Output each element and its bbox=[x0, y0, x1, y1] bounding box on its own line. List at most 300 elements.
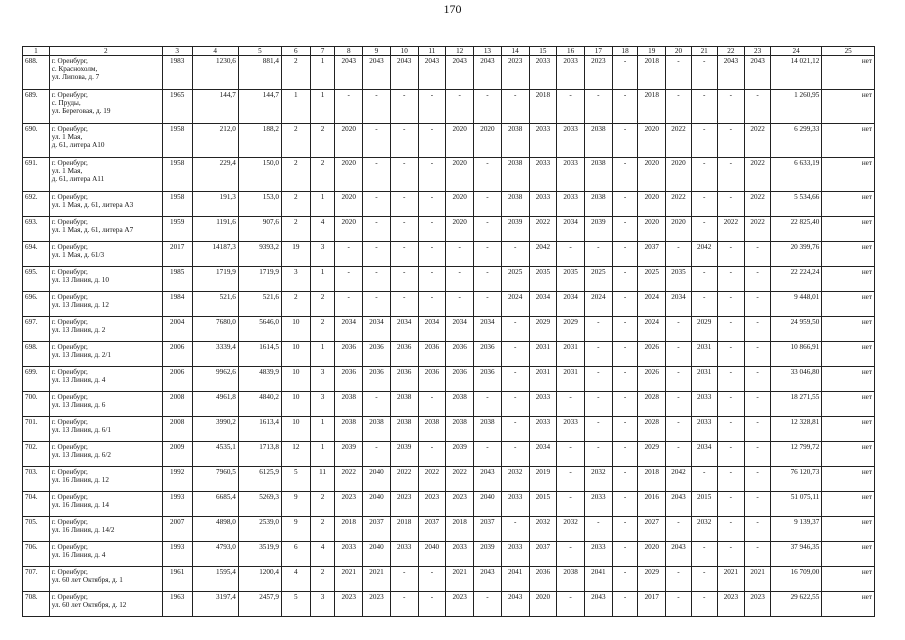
cell-col-6: 19 bbox=[281, 242, 310, 267]
column-header: 13 bbox=[474, 47, 502, 56]
cell-col-4: 7680,0 bbox=[192, 317, 238, 342]
address-line: ул. 13 Линия, д. 12 bbox=[51, 301, 109, 309]
cell-col-18: - bbox=[612, 317, 638, 342]
address-cell bbox=[49, 192, 162, 217]
cell-col-18: - bbox=[612, 158, 638, 192]
cell-col-14: 2024 bbox=[501, 292, 529, 317]
cell-col-3: 1983 bbox=[162, 56, 192, 90]
cell-col-20: 2034 bbox=[666, 292, 692, 317]
cell-col-11: 2043 bbox=[418, 56, 446, 90]
cell-col-24: 29 622,55 bbox=[770, 592, 821, 617]
address-cell bbox=[49, 267, 162, 292]
cell-col-9: - bbox=[363, 392, 391, 417]
cell-col-5: 5646,0 bbox=[238, 317, 281, 342]
cell-col-24: 18 271,55 bbox=[770, 392, 821, 417]
cell-col-19: 2020 bbox=[638, 124, 666, 158]
table-row bbox=[23, 158, 875, 192]
cell-col-22: 2022 bbox=[717, 217, 745, 242]
address-line: ул. 60 лет Октября, д. 12 bbox=[51, 601, 127, 609]
cell-col-25: нет bbox=[822, 124, 875, 158]
cell-col-18: - bbox=[612, 467, 638, 492]
cell-col-8: - bbox=[335, 242, 363, 267]
cell-col-16: 2031 bbox=[557, 342, 585, 367]
cell-col-21: 2033 bbox=[691, 392, 717, 417]
cell-col-22: - bbox=[717, 124, 745, 158]
cell-col-16: - bbox=[557, 542, 585, 567]
cell-col-24: 22 825,40 bbox=[770, 217, 821, 242]
cell-col-15: 2034 bbox=[529, 292, 557, 317]
cell-col-25: нет bbox=[822, 192, 875, 217]
cell-col-25: нет bbox=[822, 158, 875, 192]
cell-col-5: 9393,2 bbox=[238, 242, 281, 267]
cell-col-4: 4535,1 bbox=[192, 442, 238, 467]
cell-col-19: 2020 bbox=[638, 192, 666, 217]
cell-col-20: - bbox=[666, 517, 692, 542]
cell-col-18: - bbox=[612, 542, 638, 567]
cell-col-14: - bbox=[501, 367, 529, 392]
cell-col-6: 12 bbox=[281, 442, 310, 467]
cell-col-3: 2006 bbox=[162, 367, 192, 392]
cell-col-25: нет bbox=[822, 567, 875, 592]
cell-col-20: - bbox=[666, 417, 692, 442]
column-header: 2 bbox=[49, 47, 162, 56]
cell-col-24: 33 046,80 bbox=[770, 367, 821, 392]
table-row bbox=[23, 492, 875, 517]
cell-col-12: - bbox=[446, 242, 474, 267]
table-row bbox=[23, 342, 875, 367]
table-row bbox=[23, 392, 875, 417]
cell-col-9: 2021 bbox=[363, 567, 391, 592]
cell-col-8: 2034 bbox=[335, 317, 363, 342]
cell-col-20: - bbox=[666, 567, 692, 592]
cell-col-10: - bbox=[390, 592, 418, 617]
cell-col-14: - bbox=[501, 317, 529, 342]
cell-col-21: - bbox=[691, 192, 717, 217]
cell-col-12: 2043 bbox=[446, 56, 474, 90]
cell-col-14: 2038 bbox=[501, 158, 529, 192]
cell-col-17: - bbox=[584, 90, 612, 124]
column-header: 9 bbox=[363, 47, 391, 56]
table-row bbox=[23, 192, 875, 217]
cell-col-17: - bbox=[584, 367, 612, 392]
cell-col-13: - bbox=[474, 158, 502, 192]
cell-col-5: 3519,9 bbox=[238, 542, 281, 567]
cell-col-4: 3990,2 bbox=[192, 417, 238, 442]
row-number: 704. bbox=[23, 492, 50, 517]
cell-col-4: 1230,6 bbox=[192, 56, 238, 90]
cell-col-15: 2033 bbox=[529, 192, 557, 217]
cell-col-24: 37 946,35 bbox=[770, 542, 821, 567]
cell-col-19: 2020 bbox=[638, 158, 666, 192]
cell-col-11: 2022 bbox=[418, 467, 446, 492]
cell-col-14: - bbox=[501, 342, 529, 367]
cell-col-14: - bbox=[501, 392, 529, 417]
cell-col-15: 2015 bbox=[529, 492, 557, 517]
cell-col-23: - bbox=[745, 342, 771, 367]
column-number-row bbox=[23, 47, 875, 56]
cell-col-11: - bbox=[418, 267, 446, 292]
cell-col-19: 2029 bbox=[638, 567, 666, 592]
cell-col-5: 1719,9 bbox=[238, 267, 281, 292]
cell-col-8: 2023 bbox=[335, 592, 363, 617]
cell-col-25: нет bbox=[822, 342, 875, 367]
cell-col-19: 2024 bbox=[638, 317, 666, 342]
cell-col-3: 1959 bbox=[162, 217, 192, 242]
cell-col-21: - bbox=[691, 267, 717, 292]
cell-col-15: 2032 bbox=[529, 517, 557, 542]
cell-col-16: 2034 bbox=[557, 292, 585, 317]
cell-col-23: - bbox=[745, 367, 771, 392]
cell-col-25: нет bbox=[822, 217, 875, 242]
cell-col-10: - bbox=[390, 292, 418, 317]
cell-col-7: 2 bbox=[310, 124, 335, 158]
cell-col-8: 2022 bbox=[335, 467, 363, 492]
cell-col-15: 2042 bbox=[529, 242, 557, 267]
cell-col-16: - bbox=[557, 467, 585, 492]
address-line: с. Пруды, bbox=[51, 99, 81, 107]
cell-col-5: 150,0 bbox=[238, 158, 281, 192]
address-cell bbox=[49, 492, 162, 517]
cell-col-14: 2038 bbox=[501, 124, 529, 158]
cell-col-21: - bbox=[691, 90, 717, 124]
cell-col-4: 4898,0 bbox=[192, 517, 238, 542]
cell-col-18: - bbox=[612, 342, 638, 367]
cell-col-25: нет bbox=[822, 542, 875, 567]
cell-col-10: - bbox=[390, 90, 418, 124]
column-header: 25 bbox=[822, 47, 875, 56]
cell-col-19: 2029 bbox=[638, 442, 666, 467]
cell-col-18: - bbox=[612, 242, 638, 267]
cell-col-6: 9 bbox=[281, 517, 310, 542]
address-cell bbox=[49, 592, 162, 617]
address-line: г. Оренбург, bbox=[51, 593, 88, 601]
column-header: 15 bbox=[529, 47, 557, 56]
cell-col-12: 2020 bbox=[446, 192, 474, 217]
cell-col-14: 2033 bbox=[501, 542, 529, 567]
cell-col-4: 14187,3 bbox=[192, 242, 238, 267]
cell-col-10: 2039 bbox=[390, 442, 418, 467]
cell-col-8: 2038 bbox=[335, 417, 363, 442]
cell-col-25: нет bbox=[822, 417, 875, 442]
cell-col-18: - bbox=[612, 192, 638, 217]
table-row bbox=[23, 367, 875, 392]
address-line: с. Краснохолм, bbox=[51, 65, 98, 73]
cell-col-5: 4839,9 bbox=[238, 367, 281, 392]
cell-col-9: 2037 bbox=[363, 517, 391, 542]
cell-col-14: 2033 bbox=[501, 492, 529, 517]
cell-col-12: 2020 bbox=[446, 217, 474, 242]
cell-col-21: - bbox=[691, 56, 717, 90]
cell-col-5: 1613,4 bbox=[238, 417, 281, 442]
column-header: 21 bbox=[691, 47, 717, 56]
cell-col-13: 2020 bbox=[474, 124, 502, 158]
cell-col-6: 2 bbox=[281, 158, 310, 192]
cell-col-5: 5269,3 bbox=[238, 492, 281, 517]
cell-col-21: 2031 bbox=[691, 342, 717, 367]
cell-col-17: - bbox=[584, 342, 612, 367]
cell-col-13: - bbox=[474, 392, 502, 417]
address-line: ул. 1 Мая, bbox=[51, 167, 83, 175]
cell-col-19: 2028 bbox=[638, 392, 666, 417]
row-number: 698. bbox=[23, 342, 50, 367]
cell-col-8: 2039 bbox=[335, 442, 363, 467]
cell-col-11: 2038 bbox=[418, 417, 446, 442]
cell-col-20: 2043 bbox=[666, 492, 692, 517]
address-line: ул. Липова, д. 7 bbox=[51, 73, 100, 81]
cell-col-9: 2043 bbox=[363, 56, 391, 90]
cell-col-15: 2033 bbox=[529, 124, 557, 158]
cell-col-18: - bbox=[612, 517, 638, 542]
cell-col-6: 1 bbox=[281, 90, 310, 124]
cell-col-15: 2018 bbox=[529, 90, 557, 124]
address-line: г. Оренбург, bbox=[51, 218, 88, 226]
cell-col-24: 9 139,37 bbox=[770, 517, 821, 542]
cell-col-10: - bbox=[390, 567, 418, 592]
column-header: 3 bbox=[162, 47, 192, 56]
cell-col-9: 2038 bbox=[363, 417, 391, 442]
column-header: 24 bbox=[770, 47, 821, 56]
cell-col-11: - bbox=[418, 242, 446, 267]
cell-col-13: - bbox=[474, 592, 502, 617]
column-header: 17 bbox=[584, 47, 612, 56]
cell-col-22: - bbox=[717, 317, 745, 342]
cell-col-10: 2043 bbox=[390, 56, 418, 90]
cell-col-12: 2039 bbox=[446, 442, 474, 467]
cell-col-8: 2036 bbox=[335, 367, 363, 392]
table-row bbox=[23, 242, 875, 267]
cell-col-12: 2023 bbox=[446, 492, 474, 517]
cell-col-22: - bbox=[717, 367, 745, 392]
cell-col-22: 2021 bbox=[717, 567, 745, 592]
address-cell bbox=[49, 217, 162, 242]
cell-col-17: 2032 bbox=[584, 467, 612, 492]
address-cell bbox=[49, 292, 162, 317]
cell-col-14: 2032 bbox=[501, 467, 529, 492]
cell-col-10: 2018 bbox=[390, 517, 418, 542]
cell-col-18: - bbox=[612, 56, 638, 90]
cell-col-9: - bbox=[363, 90, 391, 124]
table-row bbox=[23, 417, 875, 442]
cell-col-18: - bbox=[612, 124, 638, 158]
cell-col-25: нет bbox=[822, 56, 875, 90]
cell-col-6: 2 bbox=[281, 217, 310, 242]
cell-col-6: 9 bbox=[281, 492, 310, 517]
cell-col-3: 2004 bbox=[162, 317, 192, 342]
cell-col-7: 3 bbox=[310, 367, 335, 392]
cell-col-15: 2035 bbox=[529, 267, 557, 292]
cell-col-3: 1993 bbox=[162, 492, 192, 517]
cell-col-8: 2021 bbox=[335, 567, 363, 592]
cell-col-3: 1985 bbox=[162, 267, 192, 292]
cell-col-23: - bbox=[745, 442, 771, 467]
column-header: 23 bbox=[745, 47, 771, 56]
cell-col-13: 2043 bbox=[474, 467, 502, 492]
cell-col-6: 10 bbox=[281, 317, 310, 342]
cell-col-25: нет bbox=[822, 292, 875, 317]
cell-col-10: 2033 bbox=[390, 542, 418, 567]
cell-col-5: 881,4 bbox=[238, 56, 281, 90]
cell-col-22: - bbox=[717, 192, 745, 217]
cell-col-4: 1191,6 bbox=[192, 217, 238, 242]
cell-col-9: - bbox=[363, 124, 391, 158]
cell-col-12: 2038 bbox=[446, 417, 474, 442]
cell-col-15: 2033 bbox=[529, 417, 557, 442]
cell-col-22: - bbox=[717, 517, 745, 542]
cell-col-12: - bbox=[446, 267, 474, 292]
cell-col-21: 2031 bbox=[691, 367, 717, 392]
cell-col-15: 2029 bbox=[529, 317, 557, 342]
cell-col-25: нет bbox=[822, 467, 875, 492]
table-row bbox=[23, 124, 875, 158]
cell-col-6: 10 bbox=[281, 417, 310, 442]
cell-col-23: - bbox=[745, 317, 771, 342]
cell-col-16: 2033 bbox=[557, 56, 585, 90]
row-number: 703. bbox=[23, 467, 50, 492]
cell-col-16: - bbox=[557, 392, 585, 417]
cell-col-6: 5 bbox=[281, 467, 310, 492]
cell-col-6: 10 bbox=[281, 367, 310, 392]
cell-col-19: 2037 bbox=[638, 242, 666, 267]
cell-col-12: 2023 bbox=[446, 592, 474, 617]
cell-col-14: - bbox=[501, 417, 529, 442]
cell-col-17: 2025 bbox=[584, 267, 612, 292]
cell-col-4: 3339,4 bbox=[192, 342, 238, 367]
cell-col-21: - bbox=[691, 158, 717, 192]
cell-col-5: 188,2 bbox=[238, 124, 281, 158]
cell-col-10: - bbox=[390, 242, 418, 267]
cell-col-21: 2042 bbox=[691, 242, 717, 267]
cell-col-16: 2029 bbox=[557, 317, 585, 342]
cell-col-3: 1984 bbox=[162, 292, 192, 317]
cell-col-14: 2038 bbox=[501, 192, 529, 217]
cell-col-9: - bbox=[363, 158, 391, 192]
cell-col-20: 2020 bbox=[666, 217, 692, 242]
cell-col-13: 2036 bbox=[474, 367, 502, 392]
cell-col-23: - bbox=[745, 417, 771, 442]
table-row bbox=[23, 56, 875, 90]
cell-col-22: - bbox=[717, 242, 745, 267]
column-header: 4 bbox=[192, 47, 238, 56]
address-cell bbox=[49, 567, 162, 592]
cell-col-20: 2035 bbox=[666, 267, 692, 292]
cell-col-15: 2033 bbox=[529, 392, 557, 417]
cell-col-5: 6125,9 bbox=[238, 467, 281, 492]
cell-col-4: 191,3 bbox=[192, 192, 238, 217]
cell-col-14: 2025 bbox=[501, 267, 529, 292]
cell-col-10: 2034 bbox=[390, 317, 418, 342]
cell-col-7: 2 bbox=[310, 567, 335, 592]
column-header: 5 bbox=[238, 47, 281, 56]
cell-col-4: 9962,6 bbox=[192, 367, 238, 392]
cell-col-23: 2022 bbox=[745, 124, 771, 158]
cell-col-11: - bbox=[418, 90, 446, 124]
cell-col-17: - bbox=[584, 417, 612, 442]
cell-col-9: 2036 bbox=[363, 342, 391, 367]
cell-col-5: 153,0 bbox=[238, 192, 281, 217]
cell-col-13: 2034 bbox=[474, 317, 502, 342]
cell-col-8: 2020 bbox=[335, 192, 363, 217]
cell-col-16: 2031 bbox=[557, 367, 585, 392]
cell-col-17: 2023 bbox=[584, 56, 612, 90]
cell-col-11: 2034 bbox=[418, 317, 446, 342]
cell-col-22: - bbox=[717, 417, 745, 442]
cell-col-17: - bbox=[584, 392, 612, 417]
cell-col-25: нет bbox=[822, 267, 875, 292]
address-line: ул. 1 Мая, bbox=[51, 133, 83, 141]
cell-col-22: - bbox=[717, 442, 745, 467]
cell-col-7: 1 bbox=[310, 342, 335, 367]
address-cell bbox=[49, 467, 162, 492]
address-cell bbox=[49, 56, 162, 90]
cell-col-4: 212,0 bbox=[192, 124, 238, 158]
column-header: 20 bbox=[666, 47, 692, 56]
cell-col-9: 2040 bbox=[363, 467, 391, 492]
cell-col-18: - bbox=[612, 492, 638, 517]
cell-col-21: - bbox=[691, 467, 717, 492]
cell-col-13: 2040 bbox=[474, 492, 502, 517]
cell-col-17: 2033 bbox=[584, 542, 612, 567]
address-cell bbox=[49, 158, 162, 192]
cell-col-4: 1719,9 bbox=[192, 267, 238, 292]
column-header: 18 bbox=[612, 47, 638, 56]
address-line: ул. 16 Линия, д. 14 bbox=[51, 501, 109, 509]
cell-col-24: 51 075,11 bbox=[770, 492, 821, 517]
table-row bbox=[23, 90, 875, 124]
cell-col-18: - bbox=[612, 567, 638, 592]
cell-col-8: - bbox=[335, 267, 363, 292]
address-line: ул. 16 Линия, д. 4 bbox=[51, 551, 106, 559]
cell-col-3: 2006 bbox=[162, 342, 192, 367]
cell-col-7: 11 bbox=[310, 467, 335, 492]
address-cell bbox=[49, 417, 162, 442]
cell-col-11: - bbox=[418, 567, 446, 592]
address-cell bbox=[49, 367, 162, 392]
cell-col-19: 2018 bbox=[638, 56, 666, 90]
address-line: г. Оренбург, bbox=[51, 243, 88, 251]
address-line: г. Оренбург, bbox=[51, 568, 88, 576]
cell-col-8: 2038 bbox=[335, 392, 363, 417]
cell-col-16: - bbox=[557, 492, 585, 517]
cell-col-20: 2022 bbox=[666, 192, 692, 217]
cell-col-17: - bbox=[584, 317, 612, 342]
cell-col-24: 14 021,12 bbox=[770, 56, 821, 90]
cell-col-11: - bbox=[418, 292, 446, 317]
cell-col-24: 10 866,91 bbox=[770, 342, 821, 367]
cell-col-16: 2033 bbox=[557, 124, 585, 158]
cell-col-12: 2021 bbox=[446, 567, 474, 592]
cell-col-23: - bbox=[745, 267, 771, 292]
cell-col-24: 20 399,76 bbox=[770, 242, 821, 267]
cell-col-14: 2023 bbox=[501, 56, 529, 90]
cell-col-18: - bbox=[612, 90, 638, 124]
address-line: ул. 13 Линия, д. 10 bbox=[51, 276, 109, 284]
cell-col-14: - bbox=[501, 442, 529, 467]
address-line: ул. 16 Линия, д. 12 bbox=[51, 476, 109, 484]
cell-col-16: 2033 bbox=[557, 417, 585, 442]
cell-col-6: 6 bbox=[281, 542, 310, 567]
cell-col-23: - bbox=[745, 542, 771, 567]
cell-col-17: - bbox=[584, 517, 612, 542]
address-line: ул. 13 Линия, д. 6 bbox=[51, 401, 106, 409]
cell-col-6: 2 bbox=[281, 124, 310, 158]
address-line: ул. 1 Мая, д. 61/3 bbox=[51, 251, 105, 259]
cell-col-24: 16 709,00 bbox=[770, 567, 821, 592]
cell-col-10: 2036 bbox=[390, 342, 418, 367]
cell-col-17: 2038 bbox=[584, 192, 612, 217]
cell-col-25: нет bbox=[822, 517, 875, 542]
row-number: 707. bbox=[23, 567, 50, 592]
address-line: ул. 13 Линия, д. 2/1 bbox=[51, 351, 111, 359]
